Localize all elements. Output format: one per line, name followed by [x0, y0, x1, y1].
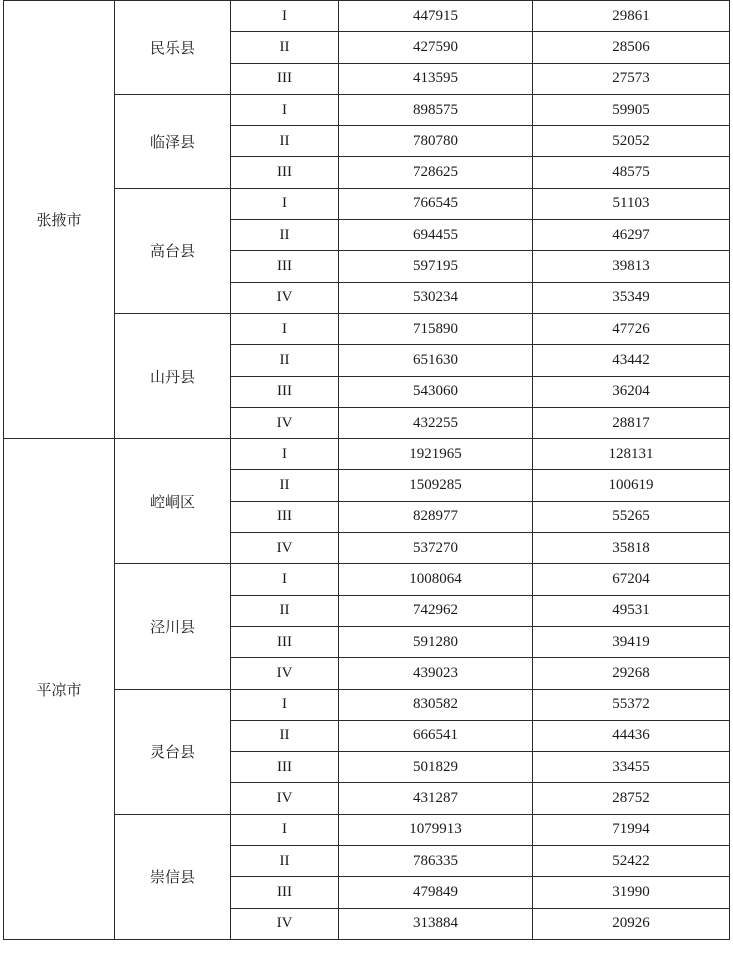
value-cell: 28752: [533, 783, 730, 814]
grade-cell: III: [231, 63, 339, 94]
value-cell: 431287: [339, 783, 533, 814]
grade-cell: II: [231, 720, 339, 751]
value-cell: 1921965: [339, 439, 533, 470]
data-table: [3, 0, 730, 940]
value-cell: 36204: [533, 376, 730, 407]
grade-cell: II: [231, 32, 339, 63]
grade-cell: I: [231, 439, 339, 470]
grade-cell: IV: [231, 658, 339, 689]
county-cell: 民乐县: [115, 1, 231, 95]
value-cell: 666541: [339, 720, 533, 751]
value-cell: 427590: [339, 32, 533, 63]
grade-cell: II: [231, 846, 339, 877]
value-cell: 1079913: [339, 814, 533, 845]
grade-cell: I: [231, 188, 339, 219]
grade-cell: III: [231, 752, 339, 783]
value-cell: 591280: [339, 626, 533, 657]
value-cell: 51103: [533, 188, 730, 219]
value-cell: 651630: [339, 345, 533, 376]
grade-cell: II: [231, 470, 339, 501]
county-cell: 山丹县: [115, 313, 231, 438]
grade-cell: II: [231, 220, 339, 251]
county-cell: 崆峒区: [115, 439, 231, 564]
county-cell: 临泽县: [115, 94, 231, 188]
value-cell: 898575: [339, 94, 533, 125]
value-cell: 31990: [533, 877, 730, 908]
value-cell: 597195: [339, 251, 533, 282]
value-cell: 780780: [339, 126, 533, 157]
value-cell: 742962: [339, 595, 533, 626]
city-cell: 平凉市: [4, 439, 115, 940]
grade-cell: I: [231, 313, 339, 344]
value-cell: 55265: [533, 501, 730, 532]
value-cell: 501829: [339, 752, 533, 783]
value-cell: 694455: [339, 220, 533, 251]
value-cell: 47726: [533, 313, 730, 344]
value-cell: 71994: [533, 814, 730, 845]
value-cell: 28506: [533, 32, 730, 63]
value-cell: 786335: [339, 846, 533, 877]
grade-cell: IV: [231, 533, 339, 564]
value-cell: 1008064: [339, 564, 533, 595]
grade-cell: III: [231, 157, 339, 188]
value-cell: 828977: [339, 501, 533, 532]
value-cell: 29268: [533, 658, 730, 689]
grade-cell: III: [231, 376, 339, 407]
grade-cell: IV: [231, 282, 339, 313]
value-cell: 313884: [339, 908, 533, 939]
value-cell: 27573: [533, 63, 730, 94]
value-cell: 432255: [339, 407, 533, 438]
value-cell: 728625: [339, 157, 533, 188]
value-cell: 543060: [339, 376, 533, 407]
county-cell: 崇信县: [115, 814, 231, 939]
value-cell: 715890: [339, 313, 533, 344]
grade-cell: IV: [231, 407, 339, 438]
grade-cell: II: [231, 595, 339, 626]
value-cell: 33455: [533, 752, 730, 783]
value-cell: 100619: [533, 470, 730, 501]
value-cell: 52422: [533, 846, 730, 877]
grade-cell: I: [231, 564, 339, 595]
value-cell: 52052: [533, 126, 730, 157]
value-cell: 35349: [533, 282, 730, 313]
grade-cell: IV: [231, 908, 339, 939]
county-cell: 灵台县: [115, 689, 231, 814]
value-cell: 39419: [533, 626, 730, 657]
table-row: [4, 1, 730, 32]
value-cell: 48575: [533, 157, 730, 188]
value-cell: 447915: [339, 1, 533, 32]
value-cell: 46297: [533, 220, 730, 251]
value-cell: 43442: [533, 345, 730, 376]
value-cell: 39813: [533, 251, 730, 282]
city-cell: 张掖市: [4, 1, 115, 439]
value-cell: 55372: [533, 689, 730, 720]
value-cell: 537270: [339, 533, 533, 564]
value-cell: 128131: [533, 439, 730, 470]
value-cell: 44436: [533, 720, 730, 751]
value-cell: 530234: [339, 282, 533, 313]
grade-cell: I: [231, 94, 339, 125]
value-cell: 766545: [339, 188, 533, 219]
grade-cell: III: [231, 626, 339, 657]
value-cell: 439023: [339, 658, 533, 689]
grade-cell: I: [231, 689, 339, 720]
table-body: [4, 1, 730, 940]
value-cell: 29861: [533, 1, 730, 32]
grade-cell: III: [231, 501, 339, 532]
grade-cell: III: [231, 251, 339, 282]
county-cell: 高台县: [115, 188, 231, 313]
grade-cell: III: [231, 877, 339, 908]
grade-cell: IV: [231, 783, 339, 814]
value-cell: 67204: [533, 564, 730, 595]
value-cell: 20926: [533, 908, 730, 939]
county-cell: 泾川县: [115, 564, 231, 689]
value-cell: 830582: [339, 689, 533, 720]
grade-cell: I: [231, 814, 339, 845]
grade-cell: II: [231, 126, 339, 157]
value-cell: 59905: [533, 94, 730, 125]
value-cell: 413595: [339, 63, 533, 94]
grade-cell: II: [231, 345, 339, 376]
value-cell: 49531: [533, 595, 730, 626]
value-cell: 1509285: [339, 470, 533, 501]
table-row: [4, 439, 730, 470]
value-cell: 479849: [339, 877, 533, 908]
grade-cell: I: [231, 1, 339, 32]
value-cell: 28817: [533, 407, 730, 438]
value-cell: 35818: [533, 533, 730, 564]
